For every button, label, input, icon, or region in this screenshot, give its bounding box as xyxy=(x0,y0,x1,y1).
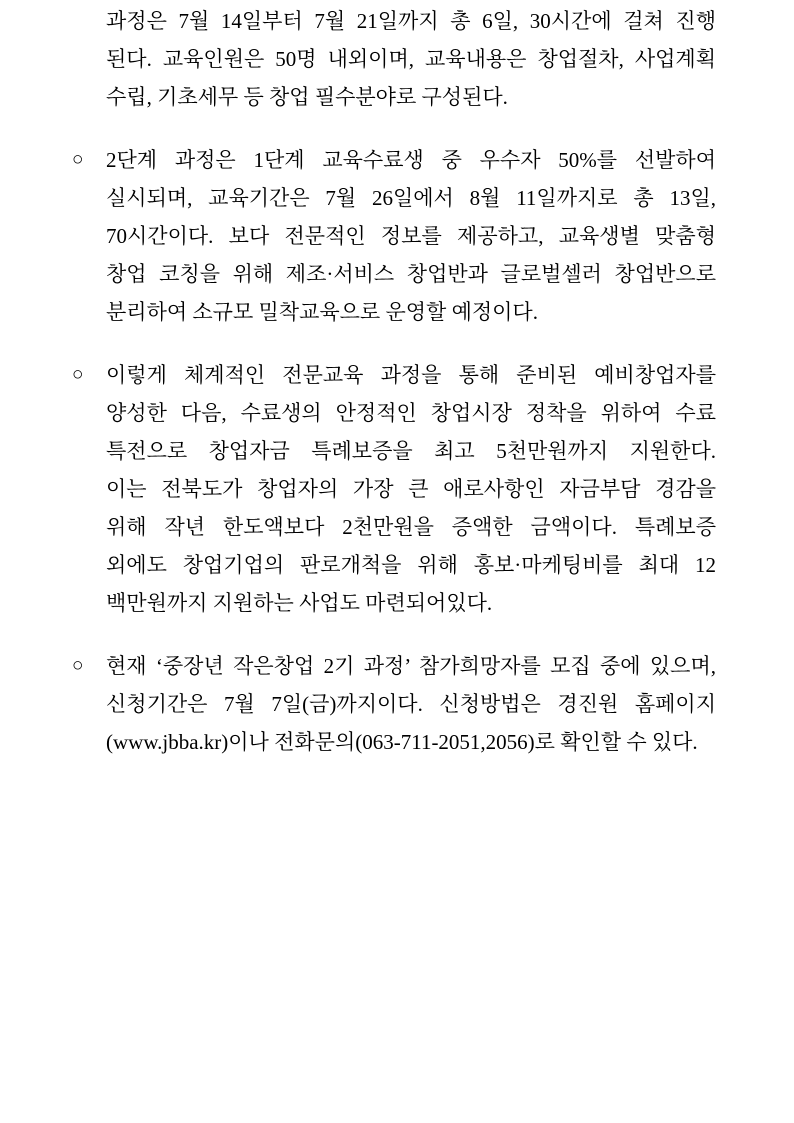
text-line: 외에도 창업기업의 판로개척을 위해 홍보·마케팅비를 최대 12 xyxy=(106,553,716,577)
text-line: 이는 전북도가 창업자의 가장 큰 애로사항인 자금부담 경감을 xyxy=(106,477,716,501)
text-line: 2단계 과정은 1단계 교육수료생 중 우수자 50%를 선발하여 xyxy=(106,148,716,172)
bullet-circle-icon: ○ xyxy=(72,655,84,676)
text-line: 창업 코칭을 위해 제조·서비스 창업반과 글로벌셀러 창업반으로 xyxy=(106,262,716,286)
text-line: 신청기간은 7월 7일(금)까지이다. 신청방법은 경진원 홈페이지 xyxy=(106,692,716,716)
text-line: 분리하여 소규모 밀착교육으로 운영할 예정이다. xyxy=(106,300,538,324)
text-line: 실시되며, 교육기간은 7월 26일에서 8월 11일까지로 총 13일, xyxy=(106,186,716,210)
bullet-circle-icon: ○ xyxy=(72,364,84,385)
text-line: 과정은 7월 14일부터 7월 21일까지 총 6일, 30시간에 걸쳐 진행 xyxy=(106,9,716,33)
text-line: 위해 작년 한도액보다 2천만원을 증액한 금액이다. 특례보증 xyxy=(106,515,716,539)
text-line: 백만원까지 지원하는 사업도 마련되어있다. xyxy=(106,591,493,615)
text-line: 특전으로 창업자금 특례보증을 최고 5천만원까지 지원한다. xyxy=(106,439,716,463)
text-line: 70시간이다. 보다 전문적인 정보를 제공하고, 교육생별 맞춤형 xyxy=(106,224,716,248)
text-line: 수립, 기초세무 등 창업 필수분야로 구성된다. xyxy=(106,85,508,109)
paragraph-2 xyxy=(72,141,716,331)
text-line: 양성한 다음, 수료생의 안정적인 창업시장 정착을 위하여 수료 xyxy=(106,401,716,425)
text-line: (www.jbba.kr)이나 전화문의(063-711-2051,2056)로 확인할 수 있다. xyxy=(106,730,698,754)
text-line: 된다. 교육인원은 50명 내외이며, 교육내용은 창업절차, 사업계획 xyxy=(106,47,716,71)
text-line: 현재 ‘중장년 작은창업 2기 과정’ 참가희망자를 모집 중에 있으며, xyxy=(106,654,716,678)
paragraph-3 xyxy=(72,356,716,622)
bullet-circle-icon: ○ xyxy=(72,149,84,170)
paragraph-1 xyxy=(106,2,716,116)
paragraph-4 xyxy=(72,647,716,761)
text-line: 이렇게 체계적인 전문교육 과정을 통해 준비된 예비창업자를 xyxy=(106,363,716,387)
